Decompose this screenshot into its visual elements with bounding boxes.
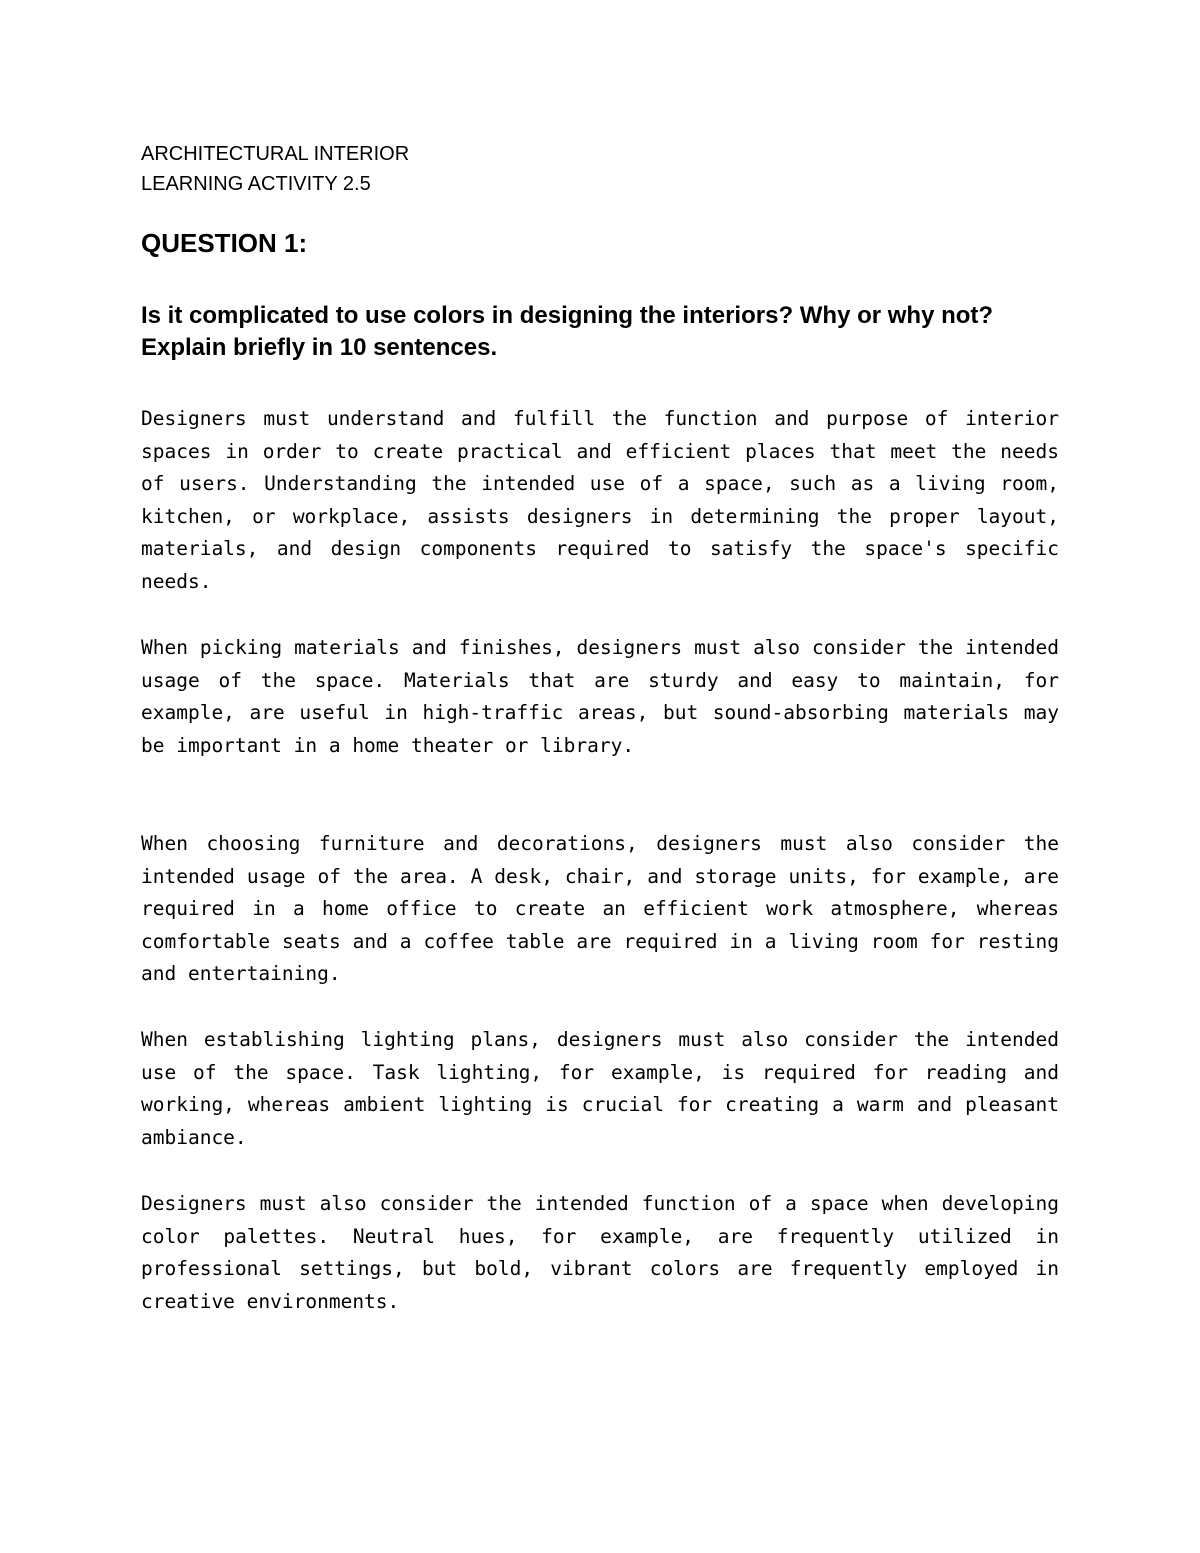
answer-paragraph: When picking materials and finishes, designers must also consider the intended usage of the space. Materials that are sturdy and easy to maintain, for example, are useful in high-traffic areas, but sound-absorbing materials may be important in a home theater or library. [141,636,1059,757]
answer-paragraph: When establishing lighting plans, designers must also consider the intended use of the space. Task lighting, for example, is required for reading and working, whereas ambient lighting is crucial for creating a warm and pleasant ambiance. [141,1028,1059,1149]
answer-paragraph: Designers must also consider the intended function of a space when developing color palettes. Neutral hues, for example, are frequently utilized in professional settings, but bold, vibrant colors are frequently employed in creative environments. [141,1192,1059,1313]
course-title: ARCHITECTURAL INTERIOR [141,143,410,165]
activity-title: LEARNING ACTIVITY 2.5 [141,173,371,195]
question-heading: QUESTION 1: [141,228,308,258]
question-prompt: Is it complicated to use colors in designing the interiors? Why or why not? Explain briefly in 10 sentences. [141,302,994,361]
answer-paragraph: Designers must understand and fulfill the function and purpose of interior spaces in order to create practical and efficient places that meet the needs of users. Understanding the intended use of a space, such as a living room, kitchen, or workplace, assists designers in determining the proper layout, materials, and design components required to satisfy the space's specific needs. [141,407,1059,593]
answer-paragraph: When choosing furniture and decorations, designers must also consider the intended usage of the area. A desk, chair, and storage units, for example, are required in a home office to create an efficient work atmosphere, whereas comfortable seats and a coffee table are required in a living room for resting and entertaining. [141,832,1059,985]
